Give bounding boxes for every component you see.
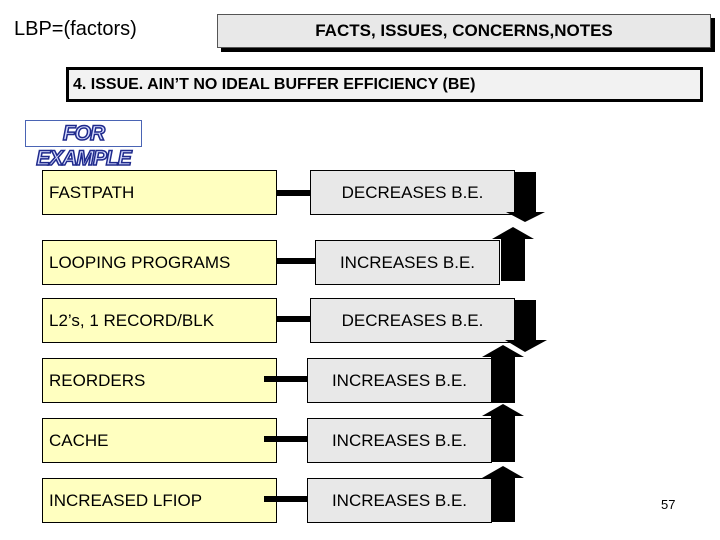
effect-box: DECREASES B.E. bbox=[310, 298, 515, 343]
page-number: 57 bbox=[661, 497, 676, 512]
factor-box: CACHE bbox=[42, 418, 277, 463]
connector-line bbox=[264, 376, 307, 382]
connector-line bbox=[264, 496, 307, 502]
arrow-up-icon bbox=[482, 404, 528, 464]
factor-box: FASTPATH bbox=[42, 170, 277, 215]
factor-box: REORDERS bbox=[42, 358, 277, 403]
arrow-up-icon bbox=[491, 227, 537, 283]
factor-box: L2’s, 1 RECORD/BLK bbox=[42, 298, 277, 343]
effect-box: INCREASES B.E. bbox=[307, 478, 492, 523]
example-badge: FOR EXAMPLE bbox=[25, 120, 142, 147]
factor-box: LOOPING PROGRAMS bbox=[42, 240, 277, 285]
arrow-up-icon bbox=[482, 345, 528, 405]
effect-box: INCREASES B.E. bbox=[307, 418, 492, 463]
effect-box: DECREASES B.E. bbox=[310, 170, 515, 215]
connector-line bbox=[277, 190, 310, 196]
connector-line bbox=[264, 436, 307, 442]
slide-title: LBP=(factors) bbox=[14, 18, 137, 40]
issue-statement: 4. ISSUE. AIN’T NO IDEAL BUFFER EFFICIENCY (BE) bbox=[66, 67, 703, 102]
header-banner: FACTS, ISSUES, CONCERNS,NOTES bbox=[217, 14, 711, 48]
arrow-up-icon bbox=[482, 466, 528, 524]
arrow-down-icon bbox=[505, 172, 551, 224]
factor-box: INCREASED LFIOP bbox=[42, 478, 277, 523]
connector-line bbox=[277, 316, 310, 322]
connector-line bbox=[277, 258, 315, 264]
effect-box: INCREASES B.E. bbox=[307, 358, 492, 403]
effect-box: INCREASES B.E. bbox=[315, 240, 500, 285]
